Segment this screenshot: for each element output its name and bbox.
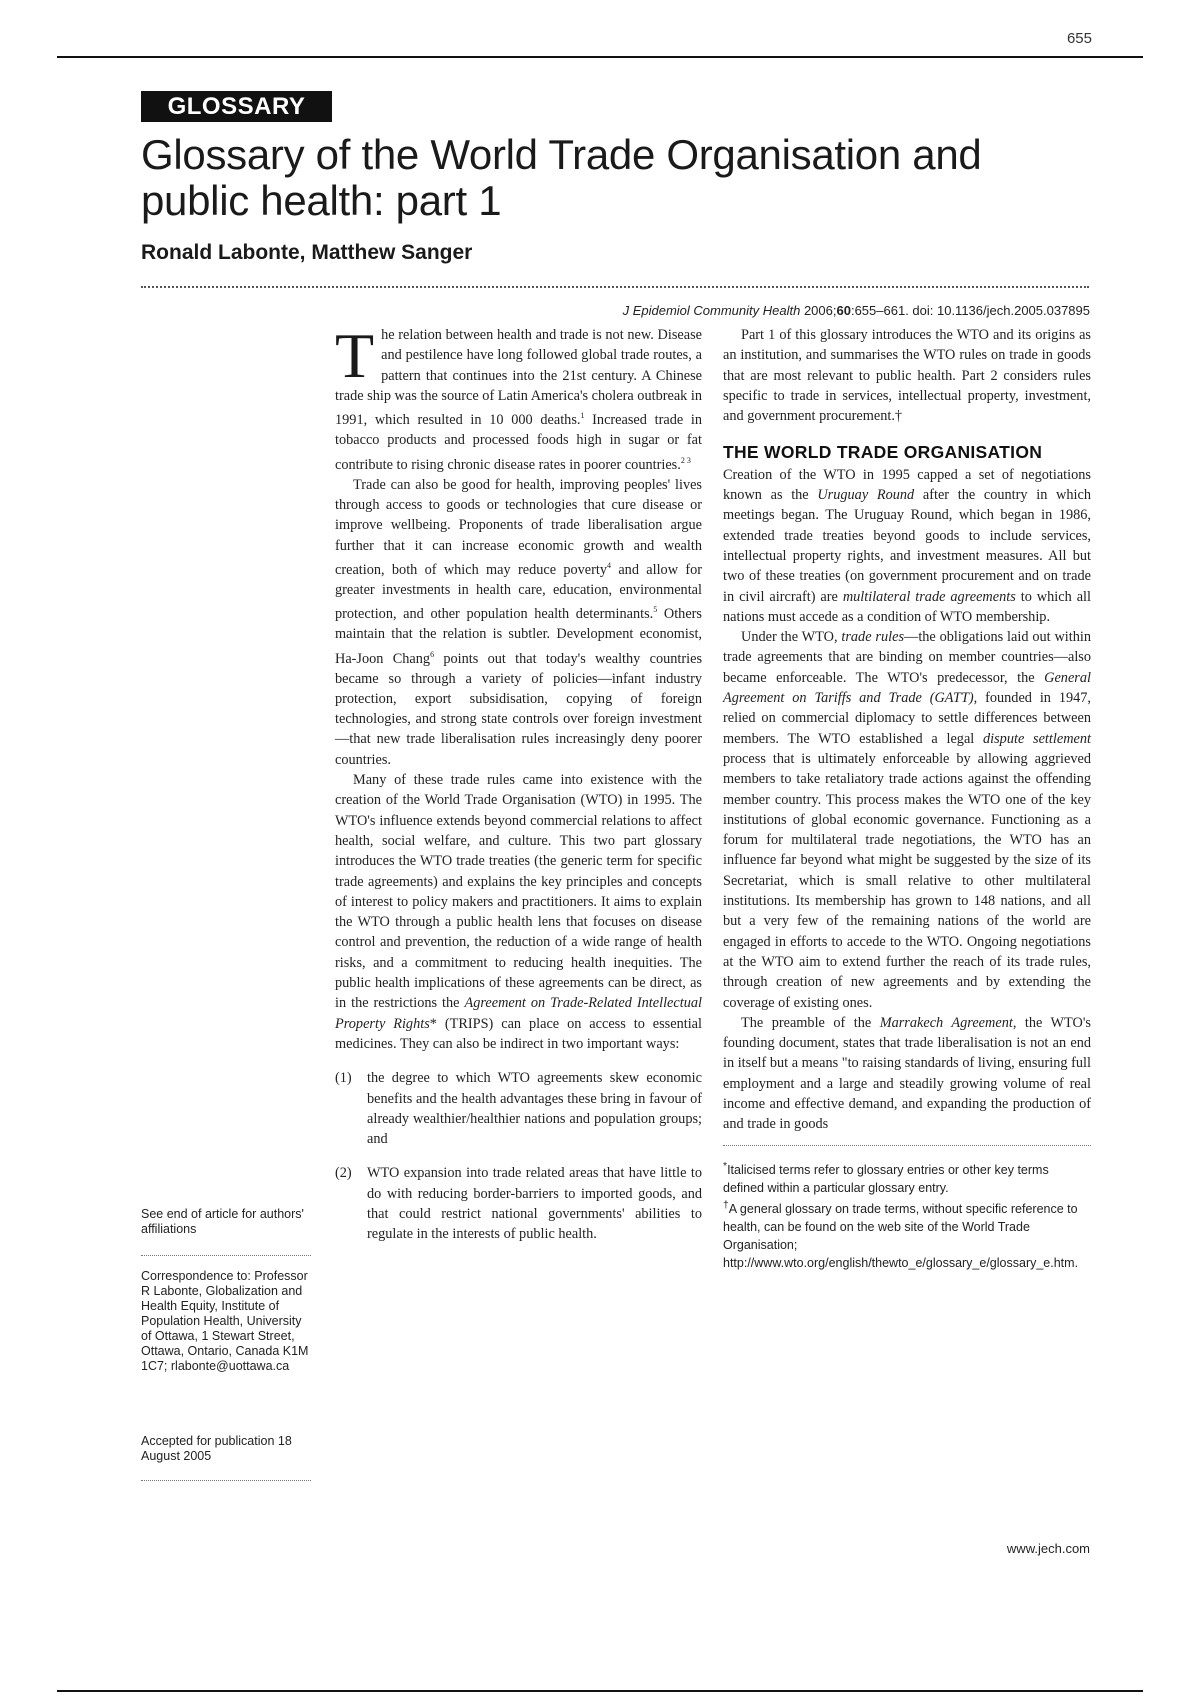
footnote-divider [723, 1145, 1091, 1146]
text: points out that today's wealthy countries became so through a variety of policies—infant industry protection, export subsidisation, copying of foreign technologies, and strong state controls over foreign investment—that new trade liberalisation rules increasingly deny poorer countries. [335, 650, 703, 768]
list-item [335, 1163, 702, 1244]
journal-name: J Epidemiol Community Health [622, 303, 801, 318]
page-number: 655 [1066, 30, 1092, 47]
sidebar-divider [141, 1255, 311, 1256]
list-number: (2) [335, 1165, 352, 1182]
footnote-mark: † [723, 1199, 729, 1211]
text: Increased trade in tobacco products and processed foods high in sugar or fat contribute to rising chronic disease rates in poorer countries. [335, 411, 702, 473]
header-rule [57, 56, 1143, 58]
footer-rule [57, 1690, 1143, 1692]
reference-mark: 2 3 [680, 455, 691, 465]
text: The preamble of the [741, 1014, 880, 1031]
section-heading: THE WORLD TRADE ORGANISATION [723, 442, 1043, 463]
citation-pages-doi: :655–661. doi: 10.1136/jech.2005.037895 [850, 303, 1090, 318]
footnote-text: Italicised terms refer to glossary entries or other key terms defined within a particular glossary entry. [723, 1162, 1049, 1195]
correspondence: Correspondence to: Professor R Labonte, Globalization and Health Equity, Institute of Population Health, University of Ottawa, 1 Stewart Street, Ottawa, Ontario, Canada K1M 1C7; rlabonte@uottawa.ca [141, 1269, 309, 1373]
intro-paragraph: Part 1 of this glossary introduces the WTO and its origins as an institution, and summarises the WTO rules on trade in goods that are most relevant to public health. Part 2 considers rules specific to trade in services, intellectual property, investment, and government procurement.† [723, 327, 1091, 425]
text: to which all nations must accede as a condition of WTO membership. [723, 588, 1091, 625]
right-column [723, 325, 1091, 1272]
footnote-mark: * [723, 1160, 728, 1172]
accepted-date: Accepted for publication 18 August 2005 [141, 1434, 292, 1463]
text: Many of these trade rules came into existence with the creation of the World Trade Organisation (WTO) in 1995. The WTO's influence extends beyond commercial relations to affect health, social welfare, and culture. This two part glossary introduces the WTO trade treaties (the generic term for specific trade agreements) and explains the key principles and concepts of interest to policy makers and practitioners. It aims to explain the WTO through a public health lens that focuses on disease control and prevention, the reduction of a wide range of health risks, and a commitment to reducing health inequities. The public health implications of these agreements can be direct, as in the restrictions the [335, 772, 702, 1012]
italic-term: Marrakech Agreement [879, 1014, 1013, 1031]
italic-term: multilateral trade agreements [842, 588, 1016, 605]
list-text: WTO expansion into trade related areas that have little to do with reducing border-barriers to imported goods, and that could restrict national governments' abilities to regulate in the interests of public health. [367, 1165, 702, 1243]
text: Under the WTO, [741, 629, 842, 646]
article-title: Glossary of the World Trade Organisation and public health: part 1 [141, 131, 982, 224]
list-number: (1) [335, 1070, 352, 1087]
text: he relation between health and trade is not new. Disease and pestilence have long followed global trade routes, a pattern that continues into the 21st century. A Chinese trade ship was the source of Latin America's cholera outbreak in 1991, which resulted in 10 000 deaths. [335, 327, 703, 428]
text: and allow for greater investments in health care, education, environmental protection, and other population health determinants. [335, 561, 702, 622]
italic-term: Uruguay Round [817, 487, 915, 504]
numbered-list [335, 1068, 702, 1244]
reference-mark: 4 [607, 560, 612, 570]
paragraph [335, 475, 702, 770]
citation-year: 2006; [803, 303, 837, 318]
sidebar-divider [141, 1480, 311, 1481]
section-label: GLOSSARY [141, 91, 332, 122]
title-divider [141, 286, 1089, 288]
text: Others maintain that the relation is subtler. Development economist, Ha-Joon Chang [335, 605, 702, 667]
authors: Ronald Labonte, Matthew Sanger [141, 241, 473, 264]
left-column [335, 320, 703, 1259]
affiliations-note: See end of article for authors' affiliations [141, 1207, 304, 1236]
paragraph [723, 465, 1091, 627]
reference-mark: 1 [580, 411, 585, 421]
citation [623, 303, 1090, 318]
italic-term: Agreement on Trade-Related Intellectual Property Rights [335, 995, 702, 1032]
italic-term: General Agreement on Tariffs and Trade (GATT) [723, 669, 1091, 707]
text: , founded in 1947, relied on commercial diplomacy to settle differences between members. The WTO established a legal [723, 690, 1091, 747]
paragraph [723, 627, 1091, 1013]
paragraph [335, 770, 702, 1054]
journal-url[interactable]: www.jech.com [1006, 1541, 1090, 1556]
italic-term: dispute settlement [983, 730, 1091, 747]
footnote-text[interactable]: A general glossary on trade terms, without specific reference to health, can be found on the web site of the World Trade Organisation; http://www.wto.org/english/thewto_e/glossary_e/glossary_e.htm. [723, 1201, 1079, 1270]
italic-term: trade rules [841, 629, 905, 646]
footnote [723, 1158, 1091, 1197]
reference-mark: 5 [653, 605, 658, 615]
list-item [335, 1068, 702, 1149]
paragraph [335, 320, 703, 475]
text: after the country in which meetings began. The Uruguay Round, which began in 1986, extended trade treaties beyond goods to include services, intellectual property rights, and investment measures. All but two of these treaties (on government procurement and on trade in civil aircraft) are [723, 487, 1091, 605]
citation-volume: 60 [836, 303, 851, 318]
text: Creation of the WTO in 1995 capped a set of negotiations known as the [723, 466, 1091, 504]
text: Trade can also be good for health, improving peoples' lives through access to goods or technologies that cure disease or improve wellbeing. Proponents of trade liberalisation argue further that it can increase economic growth and wealth creation, both of which may reduce poverty [335, 476, 702, 578]
list-text: the degree to which WTO agreements skew economic benefits and the health advantages these bring in favour of already wealthier/healthier nations and population groups; and [367, 1070, 702, 1148]
reference-mark: 6 [430, 649, 435, 659]
text: * (TRIPS) can place on access to essential medicines. They can also be indirect in two important ways: [335, 1015, 703, 1052]
drop-cap: T [335, 320, 375, 391]
footnote [723, 1197, 1091, 1272]
paragraph [723, 1013, 1091, 1135]
text: process that is ultimately enforceable by allowing aggrieved members to take retaliatory trade actions against the offending member country. This process makes the WTO one of the key institutions of global economic governance. Functioning as a forum for multilateral trade negotiations, the WTO has an influence far beyond what might be suggested by the size of its Secretariat, which is small relative to other multilateral institutions. Its membership has grown to 148 nations, and all but a very few of the remaining nations of the world are engaged in efforts to accede to the WTO. Ongoing negotiations at the WTO aim to extend further the reach of its trade rules, through creation of new agreements and by extending the coverage of existing ones. [723, 750, 1091, 1011]
text: —the obligations laid out within trade agreements that are binding on member countries—also became enforceable. The WTO's predecessor, the [723, 629, 1091, 686]
text: , the WTO's founding document, states that trade liberalisation is not an end in itself but a means "to raising standards of living, ensuring full employment and a large and steadily growing volume of real income and effective demand, and expanding the production of and trade in goods [723, 1014, 1091, 1133]
